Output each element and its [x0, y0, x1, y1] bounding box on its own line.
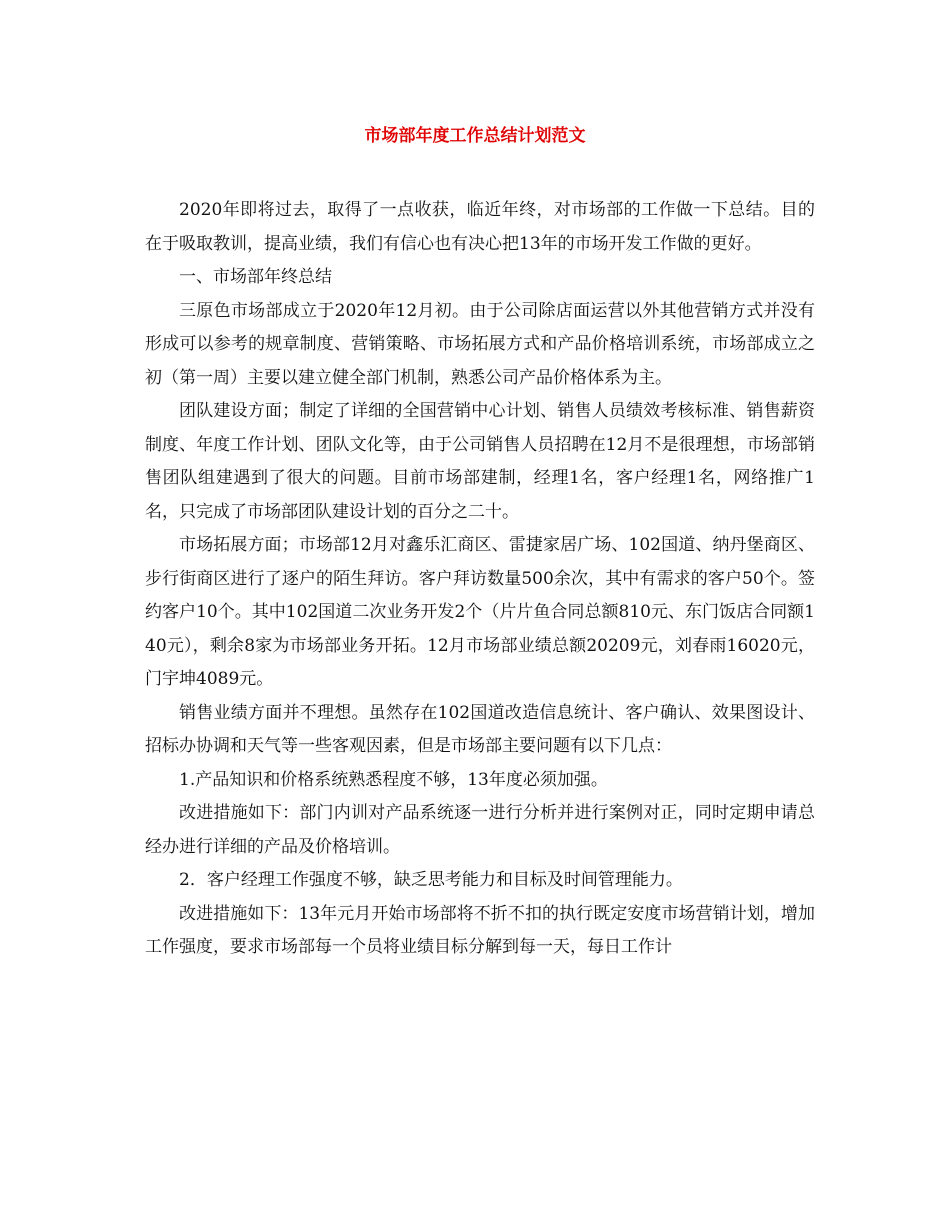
list-item-issue-1: 1.产品知识和价格系统熟悉程度不够，13年度必须加强。	[179, 769, 608, 790]
paragraph-intro: 2020年即将过去，取得了一点收获，临近年终，对市场部的工作做一下总结。目的在于吸取教训，提高业绩，我们有信心也有决心把13年的市场开发工作做的更好。	[145, 200, 815, 254]
section-heading: 一、市场部年终总结	[179, 267, 332, 287]
paragraph-founding: 三原色市场部成立于2020年12月初。由于公司除店面运营以外其他营销方式并没有形成可以参考的规章制度、营销策略、市场拓展方式和产品价格培训系统，市场部成立之初（第一周）主要以建立健全部门机制，熟悉公司产品价格体系为主。	[145, 300, 815, 388]
paragraph-sales-performance: 销售业绩方面并不理想。虽然存在102国道改造信息统计、客户确认、效果图设计、招标办协调和天气等一些客观因素，但是市场部主要问题有以下几点：	[145, 702, 815, 756]
paragraph-market-expansion: 市场拓展方面；市场部12月对鑫乐汇商区、雷捷家居广场、102国道、纳丹堡商区、步行街商区进行了逐户的陌生拜访。客户拜访数量500余次，其中有需求的客户50个。签约客户10个。其中102国道二次业务开发2个（片片鱼合同总额810元、东门饭店合同额140元），剩余8家为市场部业务开拓。12月市场部业绩总额20209元，刘春雨16020元，门宇坤4089元。	[145, 535, 815, 689]
paragraph-improvement-2: 改进措施如下：13年元月开始市场部将不折不扣的执行既定安度市场营销计划，增加工作强度，要求市场部每一个员将业绩目标分解到每一天，每日工作计	[145, 903, 815, 957]
paragraph-team-building: 团队建设方面；制定了详细的全国营销中心计划、销售人员绩效考核标准、销售薪资制度、年度工作计划、团队文化等，由于公司销售人员招聘在12月不是很理想，市场部销售团队组建遇到了很大的问题。目前市场部建制，经理1名，客户经理1名，网络推广1名，只完成了市场部团队建设计划的百分之二十。	[145, 401, 815, 522]
document-body	[145, 194, 815, 965]
document-title: 市场部年度工作总结计划范文	[364, 126, 586, 146]
list-item-issue-2: 2．客户经理工作强度不够，缺乏思考能力和目标及时间管理能力。	[179, 870, 683, 890]
paragraph-improvement-1: 改进措施如下：部门内训对产品系统逐一进行分析并进行案例对正，同时定期申请总经办进行详细的产品及价格培训。	[145, 803, 815, 857]
